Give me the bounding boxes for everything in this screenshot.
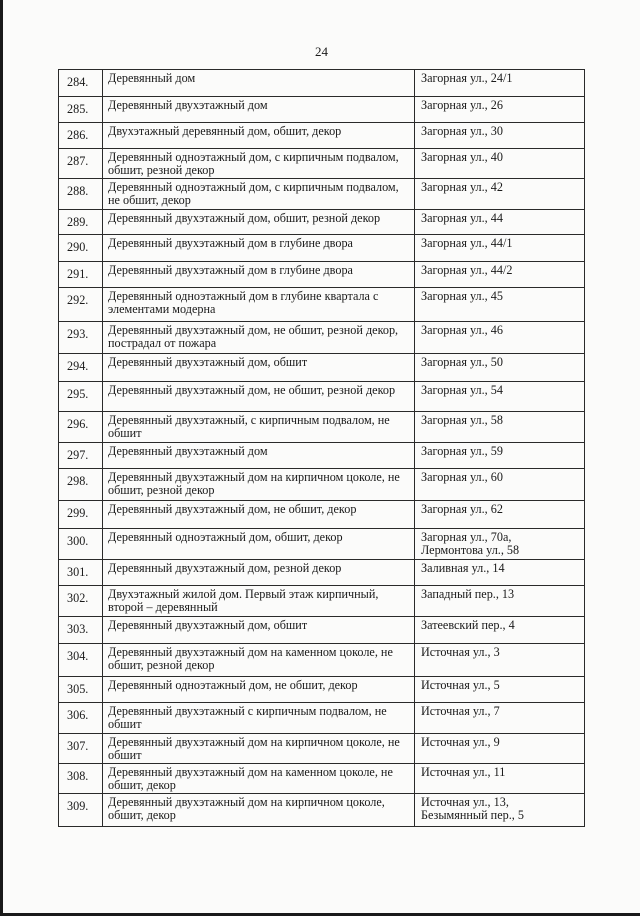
building-description: Деревянный двухэтажный дом на каменном цоколе, не обшит, декор xyxy=(103,764,415,794)
table-body xyxy=(59,70,585,827)
address-line: Загорная ул., 42 xyxy=(421,180,503,194)
table-row xyxy=(59,703,585,734)
table-row xyxy=(59,70,585,97)
building-address xyxy=(415,70,585,97)
building-address xyxy=(415,794,585,827)
address-line: Источная ул., 9 xyxy=(421,735,500,749)
building-description: Двухэтажный жилой дом. Первый этаж кирпичный, второй – деревянный xyxy=(103,586,415,617)
building-address xyxy=(415,734,585,764)
address-line: Загорная ул., 45 xyxy=(421,289,503,303)
table-row xyxy=(59,469,585,501)
row-number: 304. xyxy=(59,644,103,677)
address-line: Лермонтова ул., 58 xyxy=(421,543,520,557)
row-number: 305. xyxy=(59,677,103,703)
building-description: Деревянный двухэтажный дом на кирпичном цоколе, обшит, декор xyxy=(103,794,415,827)
row-number: 303. xyxy=(59,617,103,644)
table-row xyxy=(59,179,585,210)
buildings-table xyxy=(58,69,585,827)
address-line: Загорная ул., 26 xyxy=(421,98,503,112)
address-line: Загорная ул., 58 xyxy=(421,413,503,427)
table-row xyxy=(59,644,585,677)
building-address xyxy=(415,703,585,734)
table-row xyxy=(59,97,585,123)
building-address xyxy=(415,322,585,354)
table-row xyxy=(59,235,585,262)
table-row xyxy=(59,354,585,382)
building-description: Двухэтажный деревянный дом, обшит, декор xyxy=(103,123,415,149)
address-line: Загорная ул., 59 xyxy=(421,444,503,458)
address-line: Источная ул., 5 xyxy=(421,678,500,692)
table-row xyxy=(59,677,585,703)
building-address xyxy=(415,560,585,586)
building-address xyxy=(415,382,585,412)
row-number: 285. xyxy=(59,97,103,123)
table-row xyxy=(59,123,585,149)
table-row xyxy=(59,382,585,412)
building-description: Деревянный двухэтажный дом xyxy=(103,97,415,123)
table-row xyxy=(59,412,585,443)
address-line: Источная ул., 3 xyxy=(421,645,500,659)
table-row xyxy=(59,501,585,529)
row-number: 308. xyxy=(59,764,103,794)
address-line: Загорная ул., 60 xyxy=(421,470,503,484)
row-number: 293. xyxy=(59,322,103,354)
address-line: Загорная ул., 70а, xyxy=(421,530,512,544)
table-row xyxy=(59,586,585,617)
building-address xyxy=(415,443,585,469)
building-address xyxy=(415,235,585,262)
table-row xyxy=(59,288,585,322)
building-description: Деревянный двухэтажный дом, обшит xyxy=(103,617,415,644)
building-description: Деревянный двухэтажный дом, не обшит, декор xyxy=(103,501,415,529)
row-number: 295. xyxy=(59,382,103,412)
building-description: Деревянный одноэтажный дом, не обшит, декор xyxy=(103,677,415,703)
building-description: Деревянный двухэтажный дом в глубине двора xyxy=(103,235,415,262)
row-number: 284. xyxy=(59,70,103,97)
row-number: 287. xyxy=(59,149,103,179)
table-row xyxy=(59,617,585,644)
building-description: Деревянный двухэтажный дом, не обшит, резной декор, пострадал от пожара xyxy=(103,322,415,354)
row-number: 301. xyxy=(59,560,103,586)
address-line: Загорная ул., 54 xyxy=(421,383,503,397)
building-address xyxy=(415,469,585,501)
address-line: Затеевский пер., 4 xyxy=(421,618,515,632)
building-description: Деревянный двухэтажный дом, обшит, резной декор xyxy=(103,210,415,235)
row-number: 297. xyxy=(59,443,103,469)
table-row xyxy=(59,560,585,586)
row-number: 302. xyxy=(59,586,103,617)
address-line: Загорная ул., 40 xyxy=(421,150,503,164)
building-address xyxy=(415,179,585,210)
table-row xyxy=(59,794,585,827)
row-number: 298. xyxy=(59,469,103,501)
address-line: Источная ул., 7 xyxy=(421,704,500,718)
row-number: 291. xyxy=(59,262,103,288)
table-row xyxy=(59,322,585,354)
building-description: Деревянный двухэтажный дом, резной декор xyxy=(103,560,415,586)
building-address xyxy=(415,412,585,443)
row-number: 290. xyxy=(59,235,103,262)
building-description: Деревянный одноэтажный дом в глубине квартала с элементами модерна xyxy=(103,288,415,322)
building-address xyxy=(415,617,585,644)
building-description: Деревянный двухэтажный дом, не обшит, резной декор xyxy=(103,382,415,412)
address-line: Загорная ул., 46 xyxy=(421,323,503,337)
building-address xyxy=(415,354,585,382)
building-description: Деревянный двухэтажный, с кирпичным подвалом, не обшит xyxy=(103,412,415,443)
address-line: Западный пер., 13 xyxy=(421,587,515,601)
building-description: Деревянный двухэтажный с кирпичным подвалом, не обшит xyxy=(103,703,415,734)
building-address xyxy=(415,644,585,677)
row-number: 299. xyxy=(59,501,103,529)
building-description: Деревянный двухэтажный дом на кирпичном цоколе, не обшит xyxy=(103,734,415,764)
address-line: Загорная ул., 44/2 xyxy=(421,263,513,277)
table-row xyxy=(59,210,585,235)
table-row xyxy=(59,734,585,764)
building-description: Деревянный двухэтажный дом на кирпичном цоколе, не обшит, резной декор xyxy=(103,469,415,501)
table-row xyxy=(59,149,585,179)
building-description: Деревянный дом xyxy=(103,70,415,97)
row-number: 289. xyxy=(59,210,103,235)
table-row xyxy=(59,764,585,794)
building-address xyxy=(415,123,585,149)
building-address xyxy=(415,677,585,703)
row-number: 294. xyxy=(59,354,103,382)
address-line: Источная ул., 13, xyxy=(421,795,509,809)
row-number: 288. xyxy=(59,179,103,210)
building-address xyxy=(415,288,585,322)
address-line: Источная ул., 11 xyxy=(421,765,506,779)
row-number: 307. xyxy=(59,734,103,764)
row-number: 306. xyxy=(59,703,103,734)
address-line: Загорная ул., 44/1 xyxy=(421,236,513,250)
address-line: Загорная ул., 62 xyxy=(421,502,503,516)
row-number: 309. xyxy=(59,794,103,827)
address-line: Загорная ул., 24/1 xyxy=(421,71,513,85)
table-row xyxy=(59,262,585,288)
building-description: Деревянный одноэтажный дом, обшит, декор xyxy=(103,529,415,560)
building-description: Деревянный одноэтажный дом, с кирпичным подвалом, не обшит, декор xyxy=(103,179,415,210)
building-address xyxy=(415,529,585,560)
address-line: Загорная ул., 30 xyxy=(421,124,503,138)
table-row xyxy=(59,443,585,469)
building-description: Деревянный двухэтажный дом в глубине двора xyxy=(103,262,415,288)
row-number: 292. xyxy=(59,288,103,322)
building-description: Деревянный двухэтажный дом xyxy=(103,443,415,469)
table-row xyxy=(59,529,585,560)
address-line: Заливная ул., 14 xyxy=(421,561,505,575)
row-number: 296. xyxy=(59,412,103,443)
address-line: Безымянный пер., 5 xyxy=(421,808,524,822)
building-address xyxy=(415,97,585,123)
address-line: Загорная ул., 44 xyxy=(421,211,503,225)
building-description: Деревянный двухэтажный дом на каменном цоколе, не обшит, резной декор xyxy=(103,644,415,677)
building-description: Деревянный одноэтажный дом, с кирпичным подвалом, обшит, резной декор xyxy=(103,149,415,179)
address-line: Загорная ул., 50 xyxy=(421,355,503,369)
page-number: 24 xyxy=(315,44,328,59)
building-address xyxy=(415,262,585,288)
building-address xyxy=(415,149,585,179)
building-address xyxy=(415,501,585,529)
row-number: 286. xyxy=(59,123,103,149)
building-address xyxy=(415,586,585,617)
row-number: 300. xyxy=(59,529,103,560)
building-description: Деревянный двухэтажный дом, обшит xyxy=(103,354,415,382)
building-address xyxy=(415,764,585,794)
building-address xyxy=(415,210,585,235)
